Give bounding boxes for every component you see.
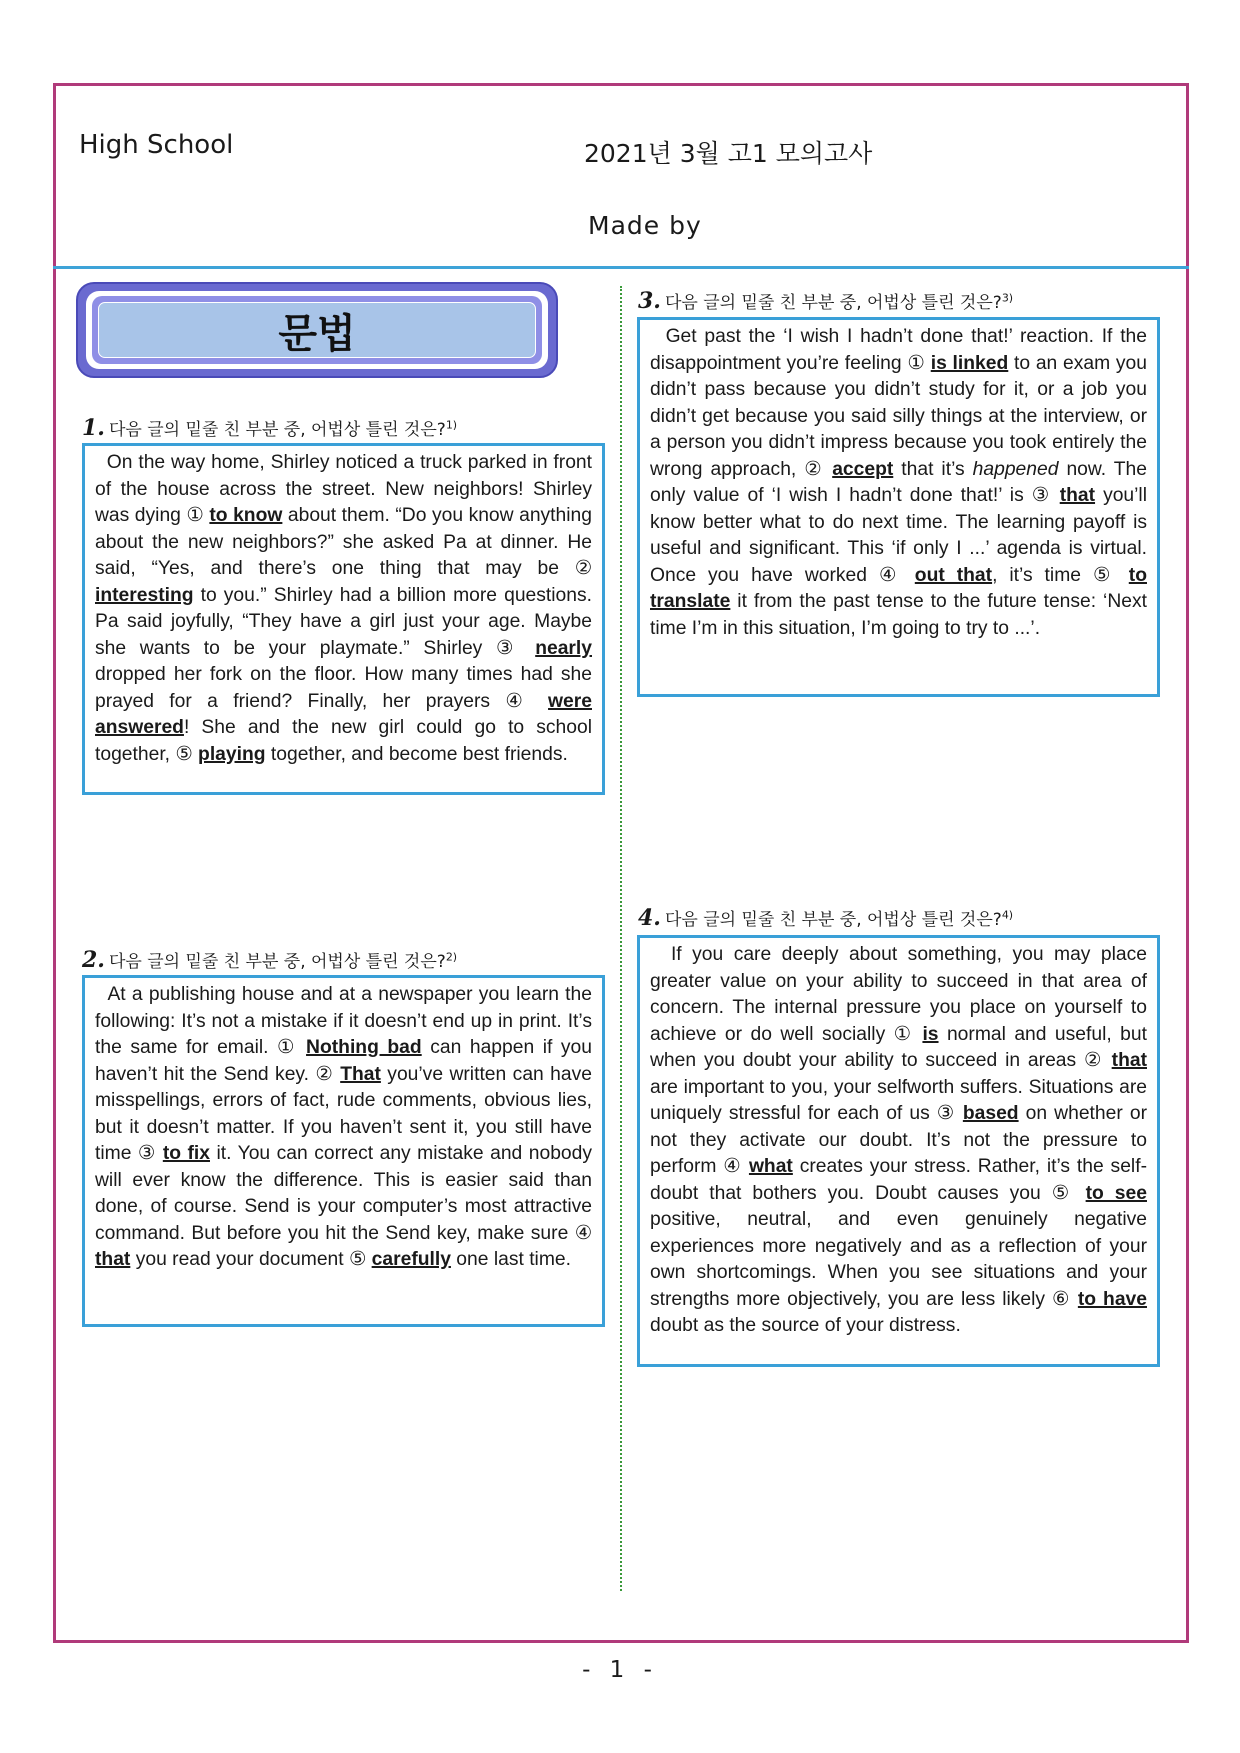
underlined-choice: That (340, 1063, 381, 1085)
passage-text: together, and become best friends. (265, 743, 568, 765)
question-2-passage (82, 975, 605, 1327)
section-badge-label: 문법 (98, 302, 536, 358)
underlined-choice: to see (1085, 1182, 1147, 1204)
underlined-choice: what (748, 1156, 793, 1177)
underlined-choice: that (95, 1249, 131, 1270)
underlined-choice: based (962, 1103, 1019, 1124)
school-label: High School (79, 130, 234, 160)
underlined-choice: accept (832, 458, 894, 480)
underlined-choice: were answered (95, 690, 592, 738)
passage-text: , it’s time ⑤ (992, 564, 1129, 586)
question-number: 2. (82, 947, 105, 973)
passage-text: are important to you, your selfworth suffers. Situations are uniquely stressful for each of us ③ (650, 1076, 1147, 1124)
section-badge (76, 282, 558, 378)
page-number: - 1 - (582, 1657, 658, 1683)
question-number: 3. (638, 288, 661, 314)
passage-text: it. You can correct any mistake and nobody will ever know the difference. This is easier said than done, of course. Send is your computer’s most attractive command. But before you hit the Send key, make sure ④ (95, 1143, 592, 1244)
passage-text: now. The only value of ‘I wish I hadn’t done that!’ is ③ (650, 458, 1147, 506)
question-prompt: 다음 글의 밑줄 친 부분 중, 어법상 틀린 것은? (664, 293, 1002, 313)
footnote-ref: 1) (445, 418, 458, 432)
passage-text: you read your document ⑤ (130, 1249, 372, 1270)
passage-text: on whether or not they activate our doubt. It’s not the pressure to perform ④ (650, 1103, 1147, 1177)
question-prompt: 다음 글의 밑줄 친 부분 중, 어법상 틀린 것은? (108, 420, 446, 440)
underlined-choice: carefully (371, 1249, 451, 1270)
passage-text: that it’s (893, 458, 973, 480)
question-prompt: 다음 글의 밑줄 친 부분 중, 어법상 틀린 것은? (108, 952, 446, 972)
question-3-passage (637, 317, 1160, 697)
question-prompt: 다음 글의 밑줄 친 부분 중, 어법상 틀린 것은? (664, 910, 1002, 930)
passage-text: to you.” Shirley had a billion more questions. Pa said joyfully, “They have a girl just your age. Maybe she wants to be your playmate.” Shirley ③ (95, 584, 592, 659)
passage-text: about them. “Do you know anything about the new neighbors?” she asked Pa at dinner. He said, “Yes, and there’s one thing that may be ② (95, 505, 592, 579)
passage-text: positive, neutral, and even genuinely negative experiences more negatively and as a reflection of your own shortcomings. When you see situations and your strengths more objectively, you are less likely ⑥ (650, 1209, 1147, 1310)
underlined-choice: to know (209, 505, 283, 526)
exam-title: 2021년 3월 고1 모의고사 (584, 139, 873, 168)
question-3-header (638, 288, 1013, 314)
passage-text: dropped her fork on the floor. How many times had she prayed for a friend? Finally, her prayers ④ (95, 664, 592, 712)
underlined-choice: to fix (162, 1143, 210, 1164)
underlined-choice: that (1059, 485, 1096, 506)
passage-text: normal and useful, but when you doubt your ability to succeed in areas ② (650, 1023, 1147, 1071)
question-number: 4. (638, 905, 661, 931)
underlined-choice: to have (1077, 1288, 1147, 1310)
underlined-choice: out that (914, 564, 993, 586)
passage-text: you’ve written can have misspellings, errors of fact, rude comments, obvious lies, but it doesn’t matter. If you haven’t sent it, you still have time ③ (95, 1063, 592, 1164)
passage-text: ! She and the new girl could go to school together, ⑤ (95, 717, 592, 765)
passage-text: can happen if you haven’t hit the Send key. ② (95, 1037, 592, 1085)
passage-text: it from the past tense to the future tense: ‘Next time I’m in this situation, I’m going to try to ...’. (650, 591, 1147, 639)
underlined-choice: is (922, 1023, 939, 1045)
footnote-ref: 2) (445, 950, 458, 964)
passage-text: At a publishing house and at a newspaper you learn the following: It’s not a mistake if it doesn’t end up in print. It’s the same for email. ① (95, 984, 592, 1058)
passage-text: to an exam you didn’t pass because you didn’t study for it, or a job you didn’t get because you said silly things at the interview, or a person you didn’t impress because you took entirely the wrong approach, ② (650, 352, 1147, 480)
question-1-header (82, 415, 457, 441)
italic-text: happened (972, 458, 1059, 480)
footnote-ref: 4) (1001, 908, 1014, 922)
passage-text: On the way home, Shirley noticed a truck parked in front of the house across the street. New neighbors! Shirley was dying ① (95, 452, 592, 526)
passage-text: one last time. (450, 1249, 571, 1270)
question-4-header (638, 905, 1013, 931)
question-4-passage (637, 935, 1160, 1367)
underlined-choice: Nothing bad (306, 1037, 422, 1058)
question-1-passage (82, 443, 605, 795)
passage-text: you’ll know better what to do next time. The learning payoff is useful and significant. This ‘if only I ...’ agenda is virtual. Once you have worked ④ (650, 485, 1148, 586)
passage-text: Get past the ‘I wish I hadn’t done that!’ reaction. If the disappointment you’re feeling ① (650, 326, 1147, 374)
question-2-header (82, 947, 457, 973)
footnote-ref: 3) (1001, 291, 1014, 305)
underlined-choice: playing (198, 743, 266, 765)
header-divider (53, 266, 1189, 269)
made-by-label: Made by (588, 211, 702, 240)
underlined-choice: nearly (535, 637, 592, 659)
passage-text: If you care deeply about something, you may place greater value on your ability to succeed in that area of concern. The internal pressure you place on yourself to achieve or do well socially ① (650, 944, 1148, 1045)
question-number: 1. (82, 415, 105, 441)
underlined-choice: interesting (95, 584, 194, 606)
passage-text: creates your stress. Rather, it’s the self-doubt that bothers you. Doubt causes you ⑤ (650, 1156, 1147, 1204)
underlined-choice: to translate (650, 564, 1147, 612)
column-divider (620, 286, 622, 1591)
passage-text: doubt as the source of your distress. (650, 1315, 961, 1336)
underlined-choice: is linked (930, 352, 1009, 374)
underlined-choice: that (1111, 1050, 1147, 1071)
